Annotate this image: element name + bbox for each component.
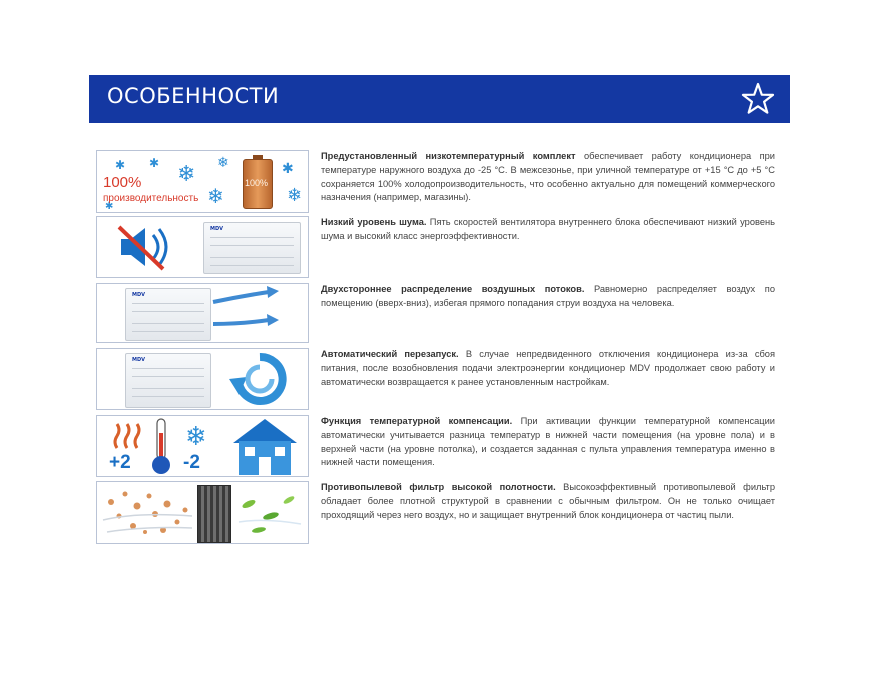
feature-temperature-compensation [96,415,776,477]
feature-image-air-flow [96,283,309,343]
svg-text:✱: ✱ [115,158,126,172]
battery-percent-label: 100% [245,178,269,188]
feature-title: Предустановленный низкотемпературный комплект [321,151,576,161]
feature-description [321,481,775,522]
air-conditioner-unit [203,222,301,274]
feature-image-temperature [96,415,309,477]
leaves-icon [235,482,305,543]
brand-logo: MDV [132,357,145,363]
air-flow-arrows-icon [97,284,308,342]
feature-low-noise [96,216,776,278]
filter-icon [197,485,231,543]
minus-two-label: -2 [183,452,200,473]
feature-text: Пять скоростей вентилятора внутреннего блока обеспечивают низкий уровень шума и высокий класс энергоэффективности. [321,217,775,241]
feature-title: Автоматический перезапуск. [321,349,459,359]
feature-description [321,150,775,205]
feature-description [321,348,775,389]
svg-text:✱: ✱ [149,156,160,170]
svg-text:✱: ✱ [105,201,114,212]
svg-text:✱: ✱ [282,161,294,177]
brand-logo: MDV [210,226,223,232]
plus-two-label: +2 [109,452,131,473]
brand-logo: MDV [132,292,145,298]
muted-speaker-icon [111,217,191,277]
feature-text: При активации функции температурной компенсации автоматически учитывается разница температур в нижней части помещения (на уровне пола) и в верхней части (на уровне потолка), и создается заданная с пульта управления температура именно в нижней части помещения. [321,416,776,468]
svg-text:❄: ❄ [207,184,224,208]
feature-image-dust-filter [96,481,309,544]
battery-icon [243,159,273,209]
feature-title: Двухстороннее распределение воздушных потоков. [321,284,585,294]
feature-title: Низкий уровень шума. [321,217,427,227]
snowflake-icon [183,420,213,450]
section-title: ОСОБЕННОСТИ [107,84,280,108]
feature-title: Функция температурной компенсации. [321,416,513,426]
thermometer-icon [149,417,173,477]
feature-description [321,283,775,311]
feature-description [321,216,775,244]
svg-text:❄: ❄ [217,155,229,171]
star-icon [740,81,776,117]
feature-low-temperature-kit [96,150,776,214]
restart-icon [225,349,295,409]
feature-air-distribution [96,283,776,343]
air-conditioner-unit [125,353,211,408]
feature-text: Высокоэффективный противопылевой фильтр обладает более плотной структурой в сравнении с обычным фильтром. Он не только очищает проходящий через него воздух, но и защищает внутренний блок кондиционера от частиц пыли. [321,482,775,520]
svg-text:❄: ❄ [287,185,303,206]
feature-dust-filter [96,481,776,545]
feature-text: В случае непредвиденного отключения кондиционера из-за сбоя питания, после возобновления подачи электроэнергии кондиционер MDV продолжает свою работу и автоматически возвращается к ранее установленным настройкам. [321,349,775,387]
svg-text:❄: ❄ [185,422,207,450]
section-header [89,75,790,123]
svg-text:❄: ❄ [177,162,196,187]
feature-auto-restart [96,348,776,410]
feature-title: Противопылевой фильтр высокой полотности. [321,482,556,492]
feature-image-auto-restart [96,348,309,410]
feature-image-low-noise [96,216,309,278]
feature-text: обеспечивает работу кондиционера при температуре наружного воздуха до -25 °C. В межсезонье, при уличной температуре от +15 °C до +5 °C сохраняется 100% холодопроизводительность, что особенно актуально для помещений коммерческого назначения (например, магазины). [321,151,775,203]
feature-image-snow-battery [96,150,309,213]
percent-label: 100% [103,174,142,191]
feature-text: Равномерно распределяет воздух по помещению (вверх-вниз), избегая прямого попадания струи воздуха на человека. [321,284,775,308]
performance-label: производительность [103,193,199,204]
house-icon [225,417,305,477]
feature-description [321,415,775,470]
heat-waves-icon [111,422,151,452]
